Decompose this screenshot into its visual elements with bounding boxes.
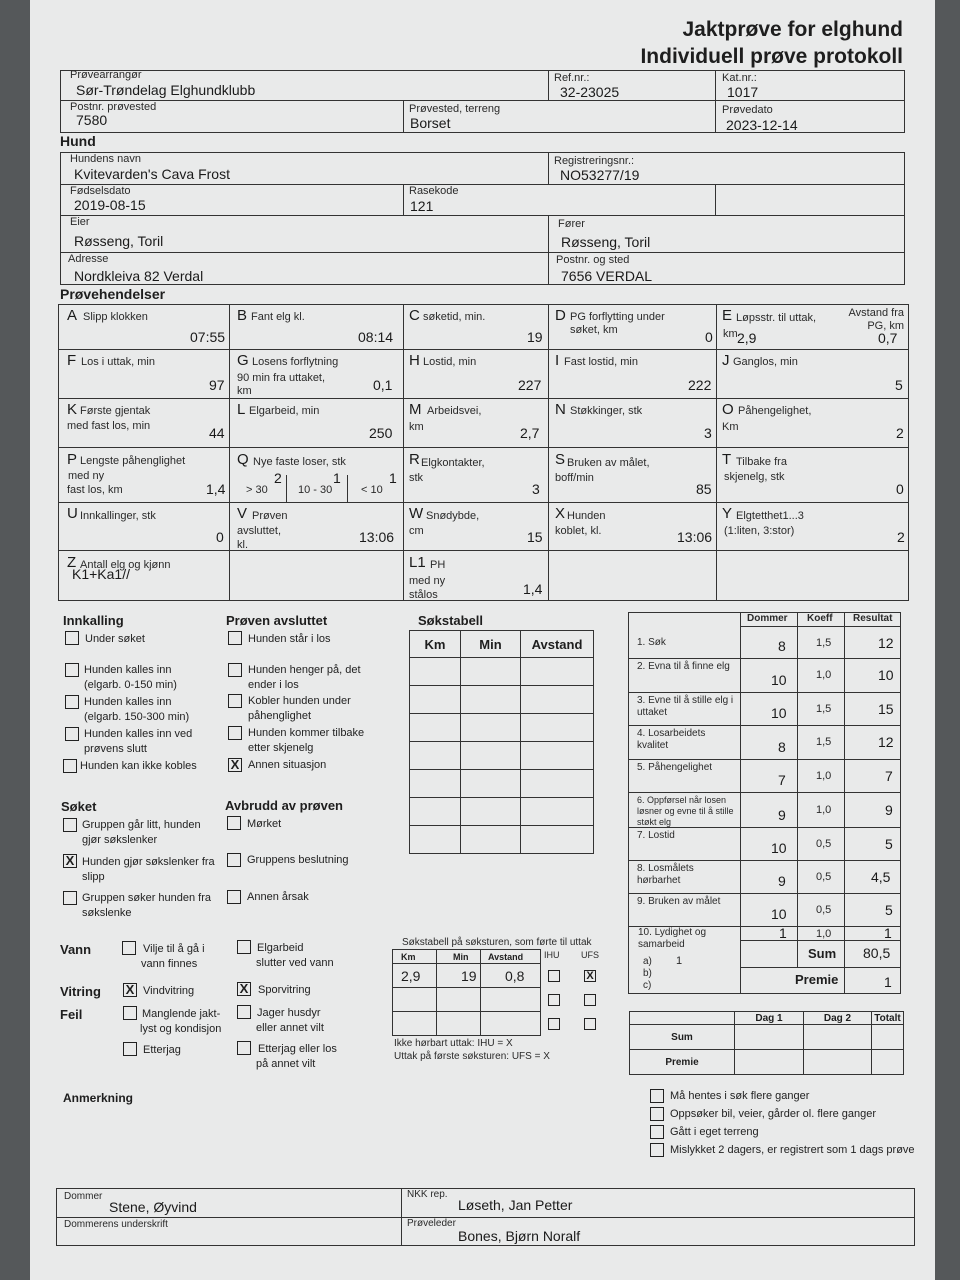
sum-label: Sum [808,946,837,961]
sokstabell-table: Km Min Avstand [409,630,594,854]
address-label: Adresse [68,253,109,265]
sum-value: 80,5 [863,945,891,961]
section-provehendelser: Prøvehendelser [60,286,166,302]
arranger-label: Prøvearrangør [70,69,142,81]
score-koeff: 0,5 [816,837,832,850]
title-line1: Jaktprøve for elghund [682,18,903,41]
score-criterion: 5. Påhengelighet [637,762,713,773]
score-resultat: 12 [878,634,894,651]
refnr-label: Ref.nr.: [554,72,590,84]
ufs-row2-checkbox[interactable] [584,994,596,1006]
ihu-row1-checkbox[interactable] [548,970,560,982]
breed-label: Rasekode [409,185,459,197]
ufs-note: Uttak på første søksturen: UFS = X [394,1051,550,1062]
ufs-row3-checkbox[interactable] [584,1018,596,1030]
score-resultat: 4,5 [871,868,891,885]
postal-label: Postnr. og sted [556,254,630,266]
score-resultat: 12 [878,734,894,750]
ufs-row1-checkbox[interactable]: X [584,970,596,982]
score-koeff: 1,5 [816,702,832,715]
nkk-label: NKK rep. [407,1189,448,1200]
sign-label: Dommerens underskrift [64,1219,168,1230]
score-criterion: 1. Søk [637,637,666,648]
regnr-label: Registreringsnr.: [554,155,635,167]
score-dommer: 10 [771,840,787,856]
leder-label: Prøveleder [407,1218,456,1229]
score-dommer: 8 [778,739,786,755]
score-dommer: 9 [778,807,786,823]
regnr-value: NO53277/19 [560,167,640,183]
score-dommer: 10 [771,906,787,922]
score-resultat: 9 [885,801,893,818]
dogname-label: Hundens navn [70,153,141,165]
score-criterion: 2. Evna til å finne elg [637,661,730,672]
vann-title: Vann [60,942,92,957]
handler-value: Røsseng, Toril [561,234,651,250]
score-koeff: 0,5 [816,870,832,883]
premie-value: 1 [884,974,892,990]
score-resultat: 5 [885,901,893,918]
score-koeff: 1,5 [816,636,832,649]
postal-value: 7656 VERDAL [561,268,653,284]
date-label: Prøvedato [722,104,773,116]
days-table: Dag 1 Dag 2 Totalt Sum Premie [629,1011,904,1075]
address-value: Nordkleiva 82 Verdal [74,268,204,284]
sokstabell2-title: Søkstabell på søksturen, som førte til uttak [402,937,592,948]
owner-value: Røsseng, Toril [74,233,164,249]
handler-label: Fører [558,218,585,230]
score-criterion: 6. Oppførsel når losen løsner og evne til å stille støkt elg [637,795,734,827]
score-criterion: 8. Losmålets hørbarhet [637,863,694,886]
place-label: Prøvested, terreng [409,103,501,115]
sokstabell2-table: Km Min Avstand 2,9 19 0,8 [392,949,541,1036]
innkalling-title: Innkalling [63,613,124,628]
score-koeff: 1,0 [816,669,832,681]
dommer-label: Dommer [64,1191,103,1202]
nkk-value: Løseth, Jan Petter [458,1197,573,1213]
dogname-value: Kvitevarden's Cava Frost [74,166,230,182]
sokstabell-title: Søkstabell [418,613,484,628]
ihu-row3-checkbox[interactable] [548,1018,560,1030]
score-resultat: 5 [885,835,893,852]
arranger-value: Sør-Trøndelag Elghundklubb [76,82,256,98]
avbrudd-title: Avbrudd av prøven [225,798,343,813]
score-criterion: 9. Bruken av målet [637,896,721,907]
score-dommer: 10 [771,705,787,721]
dommer-value: Stene, Øyvind [109,1199,197,1215]
leder-value: Bones, Bjørn Noralf [458,1228,581,1244]
score-resultat: 10 [878,667,894,683]
score-criterion: 3. Evne til å stille elg i uttaket [637,695,734,718]
form-title [640,16,903,70]
owner-label: Eier [70,216,90,228]
soket-title: Søket [61,799,97,814]
birth-label: Fødselsdato [70,185,131,197]
score-koeff: 1,0 [816,769,832,782]
score-criterion: 4. Losarbeidets kvalitet [637,728,706,751]
anmerkning-label: Anmerkning [63,1091,134,1105]
postnr-value: 7580 [76,112,108,128]
breed-value: 121 [410,198,434,214]
ihu-row2-checkbox[interactable] [548,994,560,1006]
section-hund: Hund [60,133,96,149]
katnr-value: 1017 [727,84,759,100]
score-dommer: 8 [778,638,786,654]
score-resultat: 7 [885,767,893,784]
score-koeff: 1,0 [816,803,832,816]
vitring-title: Vitring [60,984,101,999]
katnr-label: Kat.nr.: [722,72,757,84]
title-line2: Individuell prøve protokoll [640,45,903,68]
avsluttet-title: Prøven avsluttet [226,613,328,628]
birth-value: 2019-08-15 [74,197,146,213]
score-dommer: 7 [778,772,786,788]
score-criterion: 7. Lostid [637,830,675,841]
score-koeff: 0,5 [816,903,832,916]
refnr-value: 32-23025 [560,84,620,100]
place-value: Borset [410,115,451,131]
score-resultat: 15 [878,700,894,717]
ihu-note: Ikke hørbart uttak: IHU = X [394,1038,513,1049]
date-value: 2023-12-14 [726,117,798,133]
score-headers: Dommer Koeff Resultat [747,613,893,624]
premie-label: Premie [795,972,839,987]
postnr-label: Postnr. prøvested [70,101,157,113]
score-koeff: 1,5 [816,736,832,748]
feil-title: Feil [60,1007,83,1022]
protocol-page: Jaktprøve for elghund Individuell prøve protokoll Prøvearrangør Sør-Trøndelag Elghundklubb Ref.nr.: 32-23025 Kat.nr.: 1017 Postnr. prøvested 7580 Prøvested, terreng Borset Prøvedato 2023-12-14 Hund Hundens navn Kvitevarden's Cava Frost Registreringsnr.: NO53277/19 Fødselsdato 2019-08-15 Rasekode 121 Eier Røsseng, Toril Fører Røsseng, Toril Adresse Nordkleiva 82 Verdal Postnr. og sted 7656 VERDAL Prøvehendelser A Slipp klokken 07:55 B Fant elg kl. 08:14 C søketid, min. 19 D PG forflytting under søket, km 0 E Løpsstr. til uttak, km 2,9 Avstand fra PG, km 0,7 F Los i uttak, min 97 G Losens forflytning 90 min fra uttaket, km 0,1 H Lostid, min 227 I Fast lostid, min 222 J Ganglos, min 5 K Første gjentak med fast los, min 44 L Elgarbeid, min 250 M Arbeidsvei, km 2,7 N Støkkinger, stk 3 O Påhengelighet, Km 2 P Lengste påhenglighet med ny fast los, km 1,4 Q Nye faste loser, stk > 30 2 10 - 30 1 < 10 1 R Elgkontakter, stk 3 S Bruken av målet, boff/min 85 T Tilbake fra skjenelg, stk 0 U Innkallinger, stk 0 V Prøven avsluttet, kl. 13:06 W Snødybde, cm 15 X Hunden koblet, kl. 13:06 Y Elgtetthet1...3 (1:liten, 3:stor) 2 Z Antall elg og kjønn K1+Ka1// L1 PH med ny stålos 1,4 Innkalling Under søket Hunden kalles inn (elgarb. 0-150 min) Hunden kalles inn (elgarb. 150-300 min) Hunden kalles inn ved prøvens slutt Hunden kan ikke kobles Prøven avsluttet Hunden står i los Hunden henger på, det ender i los Kobler hunden under påhenglighet Hunden kommer tilbake etter skjenelg X Annen situasjon Søket Gruppen går litt, hunden gjør søkslenker X Hunden gjør søkslenker fra slipp Gruppen søker hunden fra søkslenke Avbrudd av prøven Mørket Gruppens beslutning Annen årsak Vann Vilje til å gå i vann finnes Elgarbeid slutter ved vann Vitring X Vindvitring X Sporvitring Feil Manglende jakt- lyst og kondisjon Jager husdyr eller annet vilt Etterjag Etterjag eller los på annet vilt Søkstabell Km Min Avstand Søkstabell på søksturen, som førte til uttak Km Min Avstand 2,9 19 0,8 IHU UFS X Ikke hørbart uttak: IHU = X Uttak på første søksturen: UFS = X Dommer Koeff Resultat 1. Søk 8 1,5 12 2. Evna til å finne elg 10 1,0 10 3. Evne til å stille elg i uttaket 10 1,5 15 4. Losarbeidets kvalitet 8 1,5 12 5. Påhengelighet 7 1,0 7 6. Oppførsel når losen løsner og evne til å stille støkt elg 9 1,0 9 7. Lostid 10 0,5 5 8. Losmålets hørbarhet 9 0,5 4,5 9. Bruken av målet 10 0,5 5 10. Lydighet og samarbeid a) 1 b) c) 1 1,0 1 Sum 80,5 Premie 1 Dag 1 Dag 2 Totalt Sum Premie Anmerkning Må hentes i søk flere ganger Oppsøker bil, veier, gårder ol. flere ganger Gått i eget terreng Mislykket 2 dagers, er registrert som 1 dags prøve Dommer Stene, Øyvind NKK rep. Løseth, Jan Petter Dommerens underskrift Prøveleder Bones, Bjørn Noralf [30,0,935,1280]
ufs-label: UFS [581,950,599,960]
score-dommer: 10 [771,672,787,688]
ihu-label: IHU [544,950,560,960]
score-dommer: 9 [778,873,786,889]
